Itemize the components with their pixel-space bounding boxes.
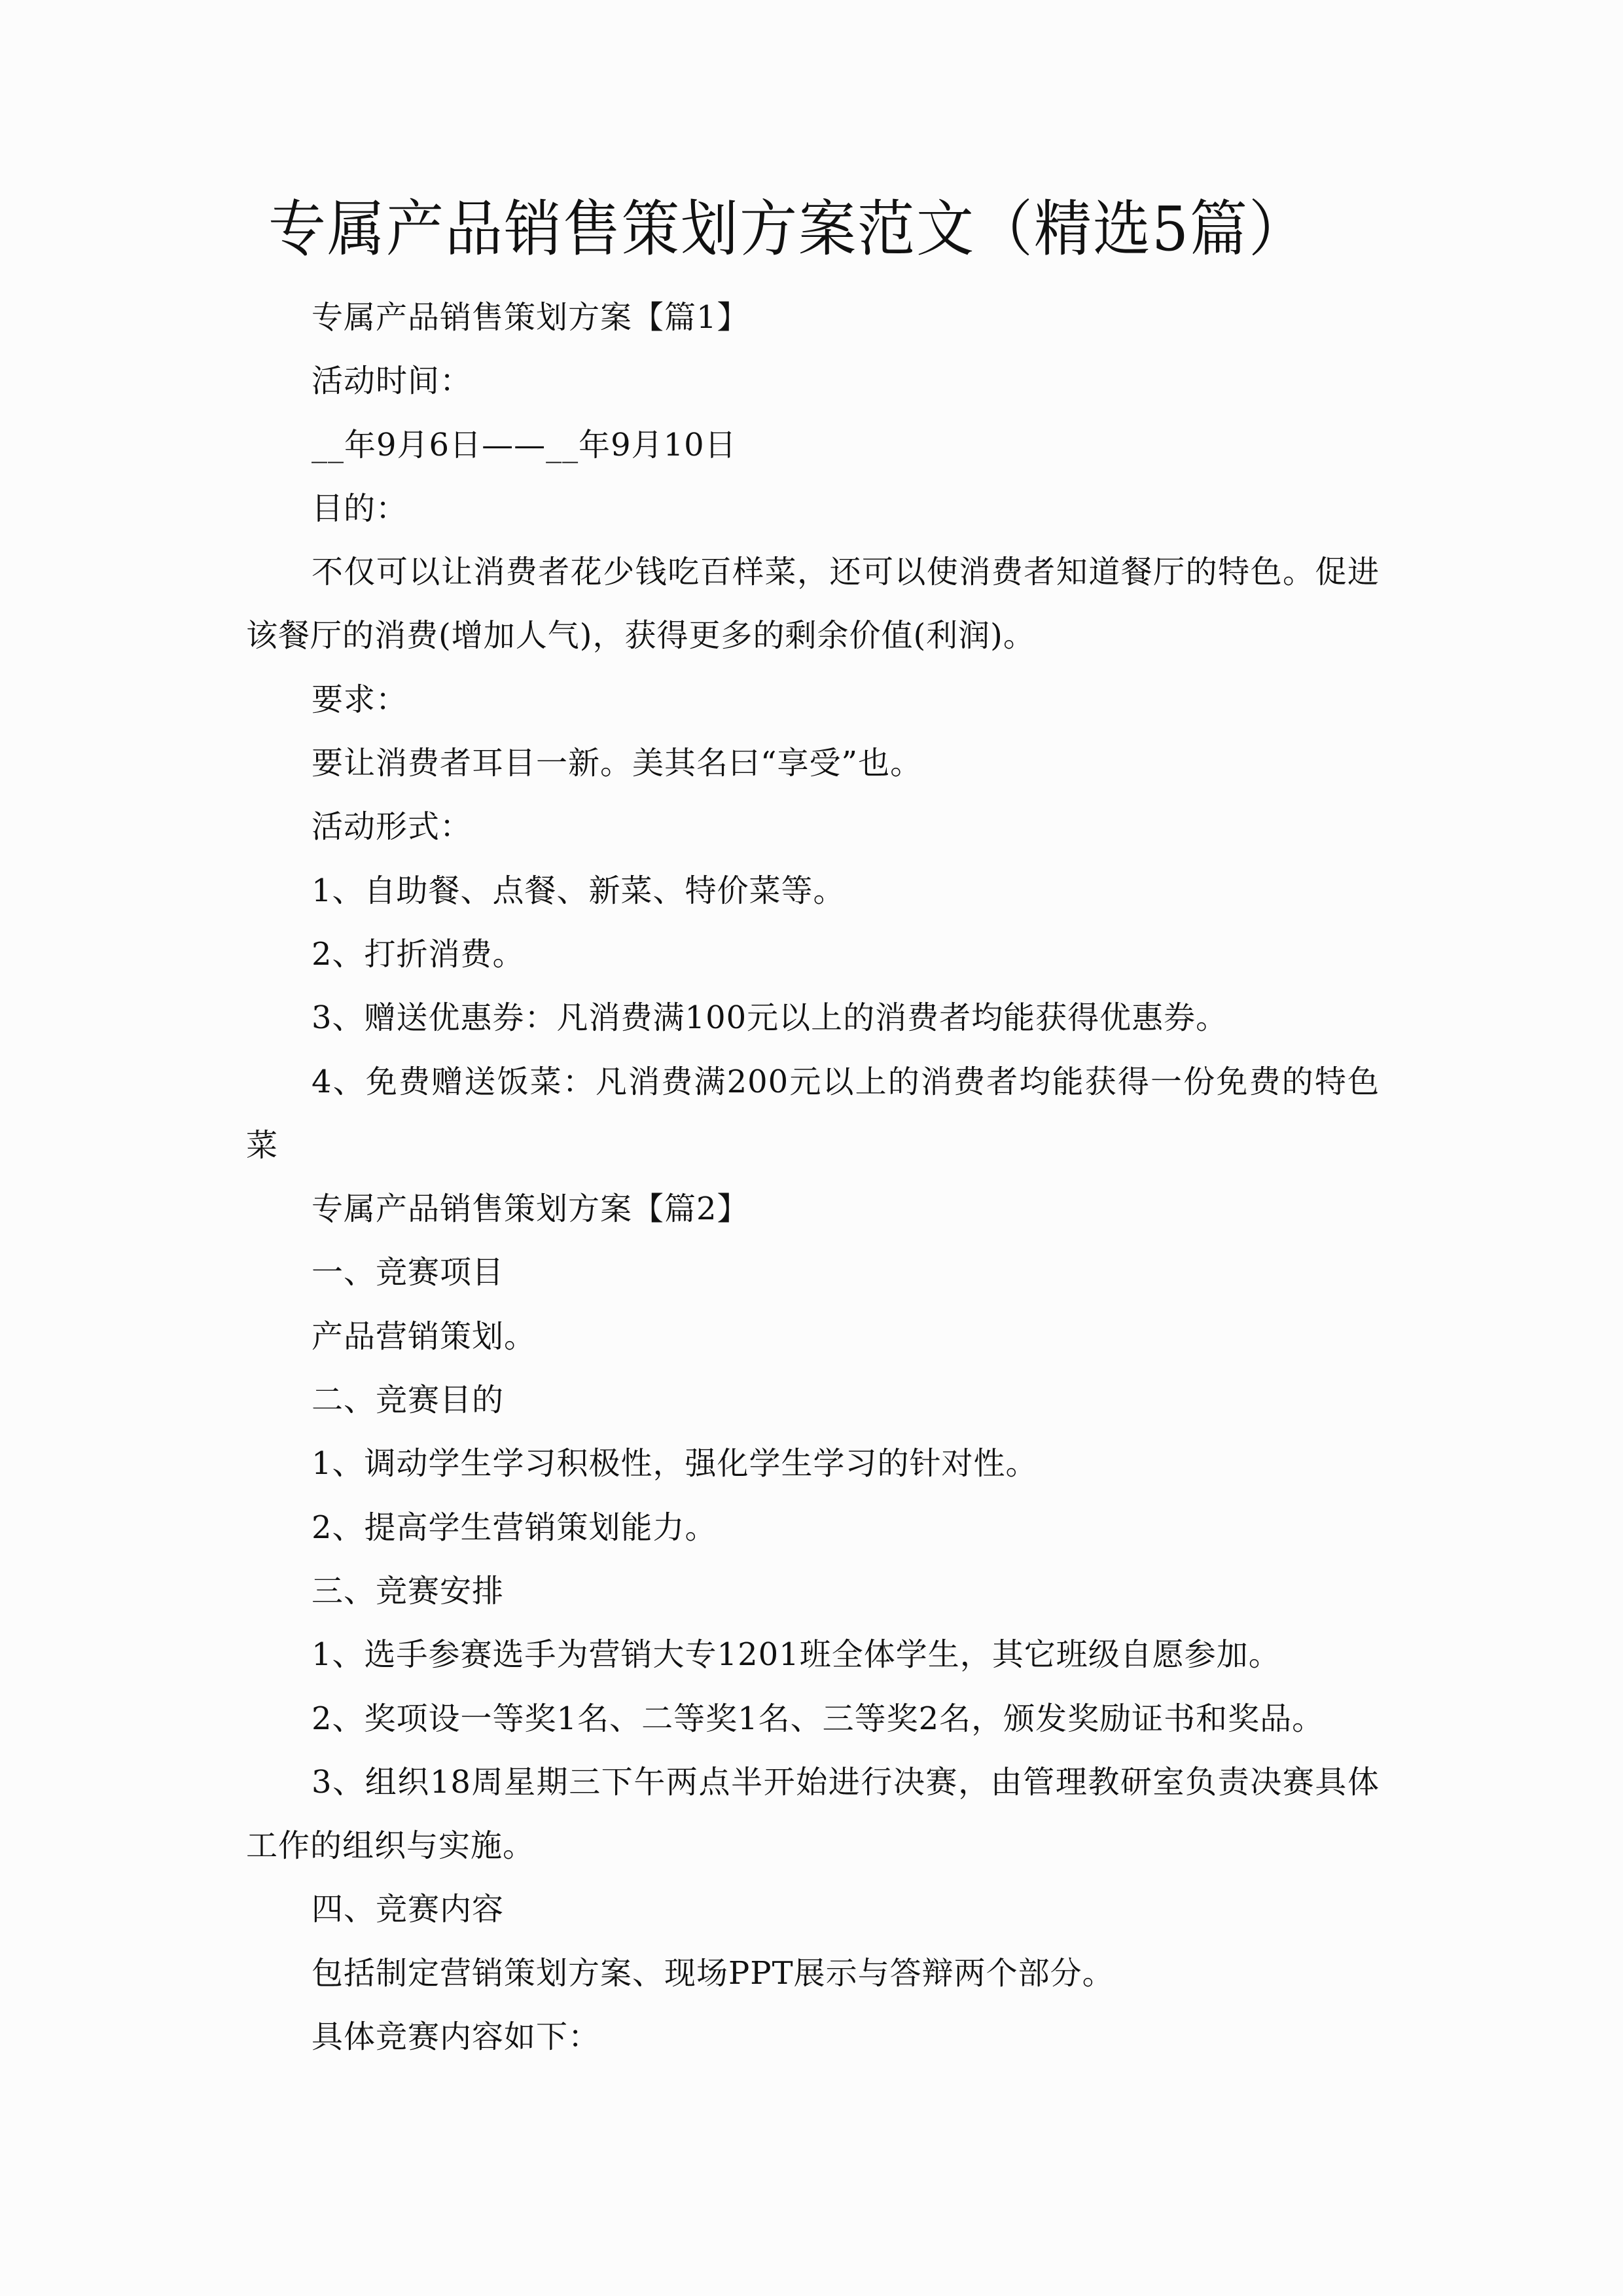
subheading-competition-arrangement: 三、竞赛安排 [312, 1572, 505, 1609]
list-item: 2、提高学生营销策划能力。 [312, 1509, 717, 1546]
document-body [246, 286, 1380, 2069]
document-title: 专属产品销售策划方案范文（精选5篇） [268, 193, 1308, 265]
activity-date-range: __年9月6日——__年9月10日 [312, 426, 737, 463]
list-item: 2、打折消费。 [312, 935, 525, 973]
list-item: 1、自助餐、点餐、新菜、特价菜等。 [312, 872, 846, 909]
label-requirements: 要求： [312, 681, 408, 718]
label-purpose: 目的： [312, 490, 408, 527]
list-item: 3、组织18周星期三下午两点半开始进行决赛，由管理教研室负责决赛具体工作的组织与实施。 [246, 1763, 1380, 1865]
list-item: 1、选手参赛选手为营销大专1201班全体学生，其它班级自愿参加。 [312, 1636, 1281, 1674]
subheading-competition-purpose: 二、竞赛目的 [312, 1382, 505, 1419]
list-item: 3、赠送优惠券：凡消费满100元以上的消费者均能获得优惠券。 [312, 999, 1228, 1037]
list-item: 4、免费赠送饭菜：凡消费满200元以上的消费者均能获得一份免费的特色菜 [246, 1063, 1380, 1164]
competition-content-intro: 具体竞赛内容如下： [312, 2018, 601, 2056]
requirements-text: 要让消费者耳目一新。美其名曰“享受”也。 [312, 745, 923, 782]
competition-item-text: 产品营销策划。 [312, 1318, 537, 1355]
competition-content-text: 包括制定营销策划方案、现场PPT展示与答辩两个部分。 [312, 1954, 1115, 1992]
subheading-competition-content: 四、竞赛内容 [312, 1891, 505, 1928]
list-item: 2、奖项设一等奖1名、二等奖1名、三等奖2名，颁发奖励证书和奖品。 [312, 1700, 1325, 1737]
label-activity-form: 活动形式： [312, 808, 473, 846]
list-item: 1、调动学生学习积极性，强化学生学习的针对性。 [312, 1445, 1038, 1482]
label-activity-time: 活动时间： [312, 363, 473, 400]
section-heading-part-2: 专属产品销售策划方案【篇2】 [312, 1191, 749, 1228]
subheading-competition-item: 一、竞赛项目 [312, 1254, 505, 1291]
purpose-text: 不仅可以让消费者花少钱吃百样菜，还可以使消费者知道餐厅的特色。促进该餐厅的消费(增加人气)，获得更多的剩余价值(利润)。 [246, 554, 1380, 655]
section-heading-part-1: 专属产品销售策划方案【篇1】 [312, 299, 749, 336]
